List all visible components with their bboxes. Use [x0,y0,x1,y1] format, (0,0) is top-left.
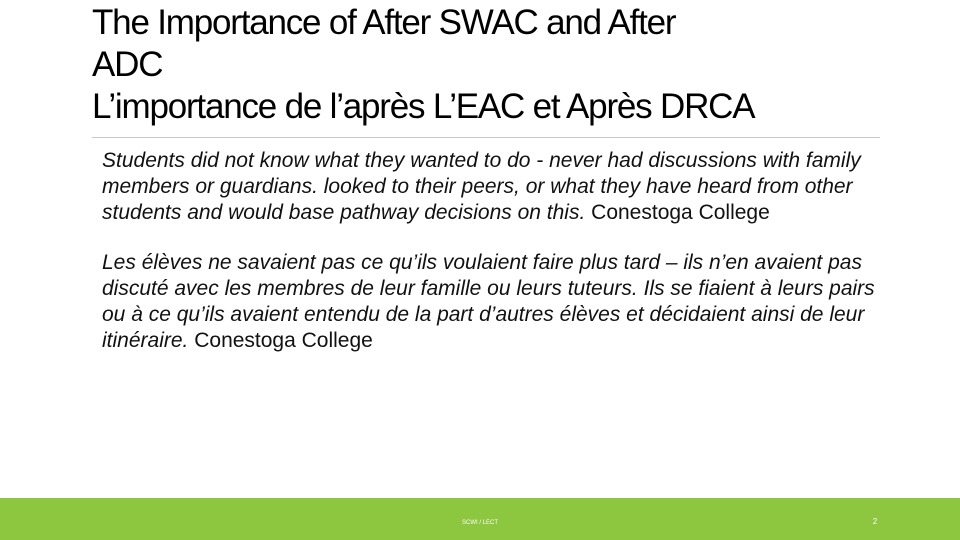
english-quote: Students did not know what they wanted to do - never had discussions with family members or guardians. looked to their peers, or what they have heard from other students and would base pathway decisions on this. [102,149,861,224]
french-source: Conestoga College [194,329,373,352]
page-number: 2 [872,517,878,526]
french-quote: Les élèves ne savaient pas ce qu’ils voulaient faire plus tard – ils n’en avaient pas discuté avec les membres de leur famille ou leurs tuteurs. Ils se fiaient à leurs pairs ou à ce qu’ils avaient entendu de la part d’autres élèves et décidaient ainsi de leur itinéraire. [102,251,875,352]
english-source: Conestoga College [591,201,770,224]
title-line-3: L’importance de l’après L’EAC et Après DRCA [92,87,755,126]
slide-title [92,2,892,128]
french-paragraph [102,250,892,354]
title-line-2: ADC [92,45,163,84]
title-line-1: The Importance of After SWAC and After [92,3,676,42]
footer-label: SCWI / LECT [461,520,498,526]
title-divider [92,137,880,138]
slide-body [102,148,892,354]
english-paragraph [102,148,892,226]
